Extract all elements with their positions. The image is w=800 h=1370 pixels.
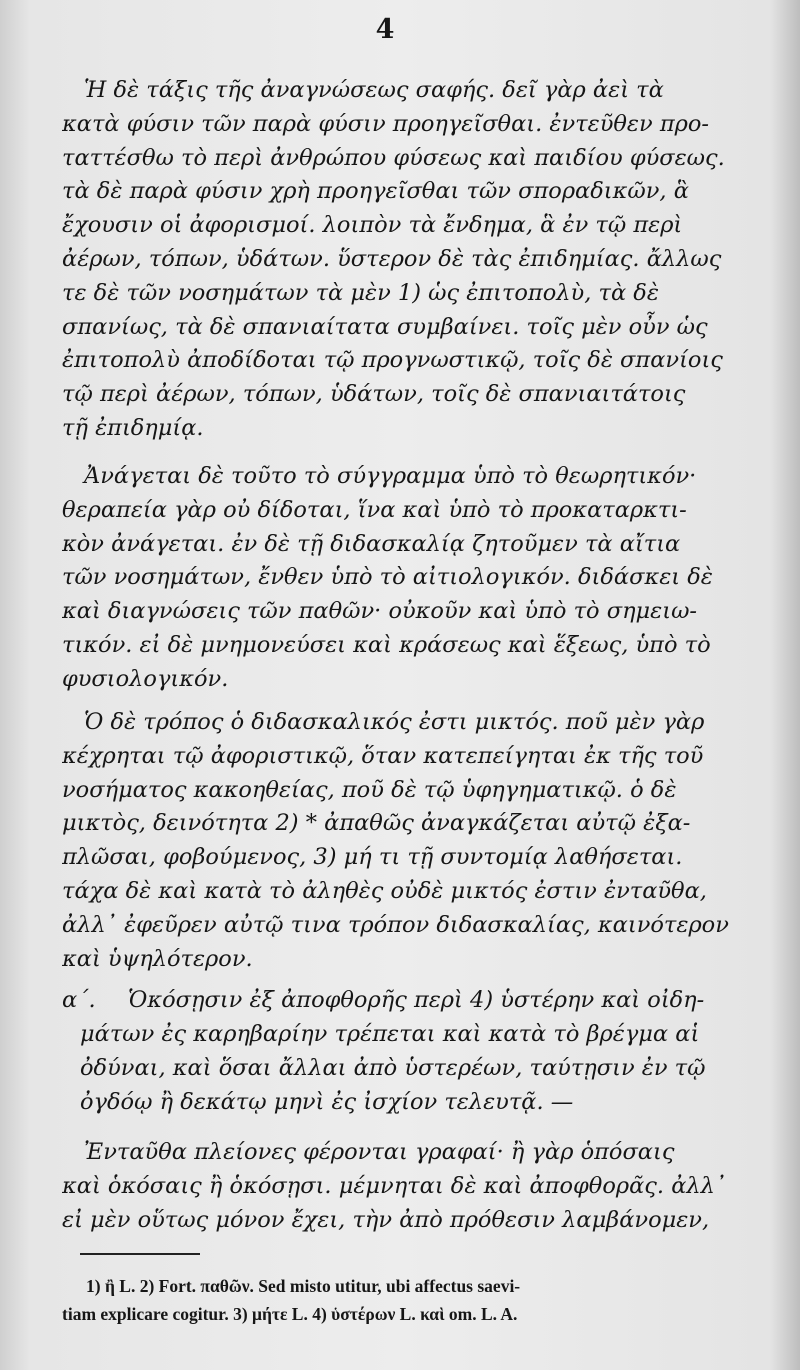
text-line: ταττέσθω τὸ περὶ ἀνθρώπου φύσεως καὶ παιδίου φύσεως. <box>62 144 725 171</box>
aphorism-body <box>80 1018 760 1119</box>
text-line: ὀγδόῳ ἢ δεκάτῳ μηνὶ ἐς ἰσχίον τελευτᾷ. — <box>80 1088 574 1115</box>
text-line: καὶ ὁκόσαις ἢ ὁκόσῃσι. μέμνηται δὲ καὶ ἀποφθορᾶς. ἀλλ᾽ <box>62 1172 727 1199</box>
footnotes <box>62 1272 762 1328</box>
text-line: τάχα δὲ καὶ κατὰ τὸ ἀληθὲς οὐδὲ μικτός ἐστιν ἐνταῦθα, <box>62 877 707 904</box>
text-line: κὸν ἀνάγεται. ἐν δὲ τῇ διδασκαλίᾳ ζητοῦμεν τὰ αἴτια <box>62 530 681 557</box>
text-line: σπανίως, τὰ δὲ σπανιαίτατα συμβαίνει. τοῖς μὲν οὖν ὡς <box>62 313 708 340</box>
text-line: κέχρηται τῷ ἀφοριστικῷ, ὅταν κατεπείγηται ἐκ τῆς τοῦ <box>62 742 704 769</box>
text-line: ἀλλ᾽ ἐφεῦρεν αὐτῷ τινα τρόπον διδασκαλίας, καινότερον <box>62 911 729 938</box>
text-line: τὰ δὲ παρὰ φύσιν χρὴ προηγεῖσθαι τῶν σποραδικῶν, ἃ <box>62 178 689 205</box>
text-line: ἐπιτοπολὺ ἀποδίδοται τῷ προγνωστικῷ, τοῖς δὲ σπανίοις <box>62 347 723 374</box>
text-line: τε δὲ τῶν νοσημάτων τὰ μὲν 1) ὡς ἐπιτοπολὺ, τὰ δὲ <box>62 279 659 306</box>
aphorism-first-line-block <box>128 984 760 1018</box>
text-line: θεραπεία γὰρ οὐ δίδοται, ἵνα καὶ ὑπὸ τὸ προκαταρκτι- <box>62 496 687 523</box>
text-line: Ἀνάγεται δὲ τοῦτο τὸ σύγγραμμα ὑπὸ τὸ θεωρητικόν· <box>84 463 697 489</box>
text-line: Ὁκόσῃσιν ἐξ ἀποφθορῆς περὶ 4) ὑστέρην καὶ οἰδη- <box>128 987 705 1013</box>
footnote-line: tiam explicare cogitur. 3) μήτε L. 4) ὑστέρων L. καὶ om. L. A. <box>62 1304 518 1324</box>
text-line: μάτων ἐς καρηβαρίην τρέπεται καὶ κατὰ τὸ βρέγμα αἱ <box>80 1021 700 1047</box>
text-line: Ἡ δὲ τάξις τῆς ἀναγνώσεως σαφής. δεῖ γὰρ ἀεὶ τὰ <box>84 77 664 103</box>
paragraph-commentary <box>62 1136 760 1237</box>
text-line: καὶ διαγνώσεις τῶν παθῶν· οὐκοῦν καὶ ὑπὸ τὸ σημειω- <box>62 598 698 625</box>
text-line: καὶ ὑψηλότερον. <box>62 945 253 972</box>
text-line: ἀέρων, τόπων, ὑδάτων. ὕστερον δὲ τὰς ἐπιδημίας. ἄλλως <box>62 245 722 272</box>
text-line: τῇ ἐπιδημίᾳ. <box>62 414 204 441</box>
paragraph-reading-order <box>62 74 760 446</box>
text-line: εἰ μὲν οὕτως μόνον ἔχει, τὴν ἀπὸ πρόθεσιν λαμβάνομεν, <box>62 1206 710 1233</box>
text-line: νοσήματος κακοηθείας, ποῦ δὲ τῷ ὑφηγηματικῷ. ὁ δὲ <box>62 776 677 803</box>
paragraph-classification <box>62 460 760 697</box>
text-line: Ὁ δὲ τρόπος ὁ διδασκαλικός ἐστι μικτός. ποῦ μὲν γὰρ <box>84 709 705 735</box>
text-line: τῷ περὶ ἀέρων, τόπων, ὑδάτων, τοῖς δὲ σπανιαιτάτοις <box>62 381 686 408</box>
text-line: μικτὸς, δεινότητα 2) * ἀπαθῶς ἀναγκάζεται αὐτῷ ἐξα- <box>62 810 691 837</box>
text-line: Ἐνταῦθα πλείονες φέρονται γραφαί· ἢ γὰρ ὁπόσαις <box>84 1139 675 1165</box>
text-line: ὀδύναι, καὶ ὅσαι ἄλλαι ἀπὸ ὑστερέων, ταύτῃσιν ἐν τῷ <box>80 1054 706 1081</box>
paragraph-teaching-method <box>62 706 760 976</box>
aphorism-number: α΄. <box>62 987 96 1013</box>
text-line: τῶν νοσημάτων, ἔνθεν ὑπὸ τὸ αἰτιολογικόν. διδάσκει δὲ <box>62 564 713 591</box>
text-line: πλῶσαι, φοβούμενος, 3) μή τι τῇ συντομίᾳ λαθήσεται. <box>62 844 683 871</box>
text-line: τικόν. εἰ δὲ μνημονεύσει καὶ κράσεως καὶ ἕξεως, ὑπὸ τὸ <box>62 631 711 658</box>
text-line: ἔχουσιν οἱ ἀφορισμοί. λοιπὸν τὰ ἔνδημα, ἃ ἐν τῷ περὶ <box>62 212 683 239</box>
page-number: 4 <box>375 14 395 45</box>
text-line: φυσιολογικόν. <box>62 665 229 692</box>
footnote-separator <box>80 1253 200 1255</box>
footnote-line: 1) ἢ L. 2) Fort. παθῶν. Sed misto utitur, ubi affectus saevi- <box>86 1276 521 1296</box>
text-line: κατὰ φύσιν τῶν παρὰ φύσιν προηγεῖσθαι. ἐντεῦθεν προ- <box>62 110 709 137</box>
